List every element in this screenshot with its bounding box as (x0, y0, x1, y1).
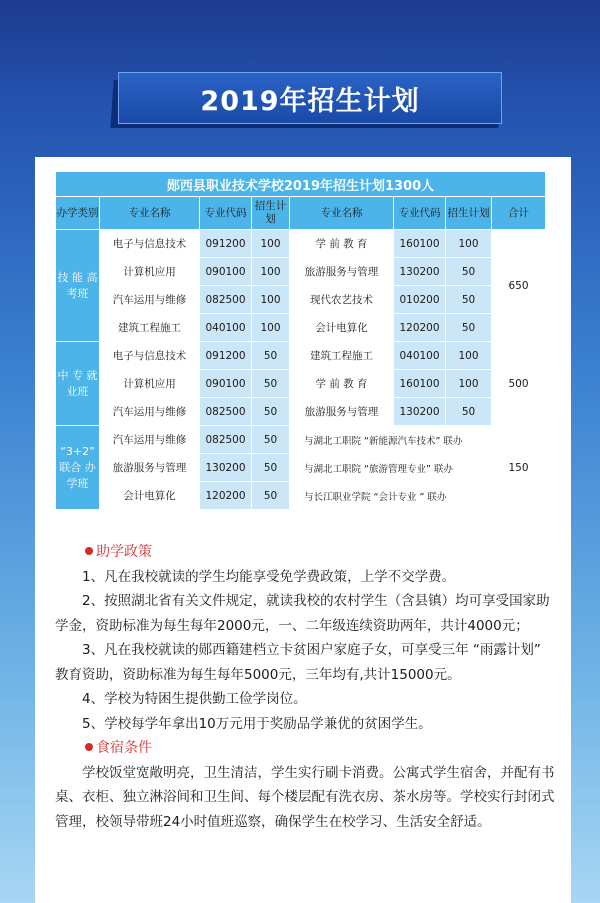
bullet-dot-icon (85, 743, 93, 751)
quota-cell: 100 (446, 342, 492, 370)
content-panel (35, 157, 571, 903)
total-cell: 650 (492, 230, 546, 342)
code-cell: 091200 (200, 342, 252, 370)
code-cell: 130200 (394, 258, 446, 286)
major-cell: 学 前 教 育 (290, 230, 394, 258)
header-major: 专业名称 (100, 197, 200, 230)
major-cell: 电子与信息技术 (100, 230, 200, 258)
header-quota: 招生计划 (252, 197, 290, 230)
quota-cell: 100 (252, 230, 290, 258)
total-cell: 500 (492, 342, 546, 426)
code-cell: 160100 (394, 370, 446, 398)
quota-cell: 50 (446, 398, 492, 426)
quota-cell: 50 (252, 342, 290, 370)
quota-cell: 50 (446, 314, 492, 342)
table-header-row (56, 197, 546, 230)
major-cell: 学 前 教 育 (290, 370, 394, 398)
quota-cell: 50 (446, 286, 492, 314)
code-cell: 091200 (200, 230, 252, 258)
major-cell: 计算机应用 (100, 370, 200, 398)
header-code-2: 专业代码 (394, 197, 446, 230)
policy-text-block (55, 540, 555, 834)
major-cell: 汽车运用与维修 (100, 286, 200, 314)
code-cell: 082500 (200, 426, 252, 454)
table-caption: 郧西县职业技术学校2019年招生计划1300人 (56, 172, 546, 197)
major-cell: 汽车运用与维修 (100, 426, 200, 454)
major-cell: 旅游服务与管理 (290, 258, 394, 286)
code-cell: 082500 (200, 286, 252, 314)
table-row (56, 454, 546, 482)
table-row (56, 286, 546, 314)
quota-cell: 50 (252, 398, 290, 426)
page-title: 2019年招生计划 (118, 72, 502, 124)
cooperation-cell: 与湖北工职院 “旅游管理专业” 联办 (290, 454, 492, 482)
code-cell: 090100 (200, 370, 252, 398)
quota-cell: 100 (252, 286, 290, 314)
table-row (56, 398, 546, 426)
boarding-text: 学校饭堂宽敞明亮，卫生清洁，学生实行刷卡消费。公寓式学生宿舍，并配有书桌、衣柜、独立淋浴间和卫生间、每个楼层配有洗衣房、茶水房等。学校实行封闭式管理，校领导带班24小时值班巡察，确保学生在校学习、生活安全舒适。 (55, 764, 555, 830)
cooperation-cell: 与长江职业学院 “会计专业 ” 联办 (290, 482, 492, 510)
bullet-dot-icon (85, 547, 93, 555)
code-cell: 160100 (394, 230, 446, 258)
major-cell: 汽车运用与维修 (100, 398, 200, 426)
aid-policy-item: 5、学校每学年拿出10万元用于奖励品学兼优的贫困学生。 (82, 715, 432, 732)
quota-cell: 100 (446, 370, 492, 398)
header-major-2: 专业名称 (290, 197, 394, 230)
major-cell: 会计电算化 (100, 482, 200, 510)
total-cell: 150 (492, 426, 546, 510)
major-cell: 计算机应用 (100, 258, 200, 286)
category-cell: 中 专 就业班 (56, 342, 100, 426)
table-row (56, 230, 546, 258)
aid-policy-item: 3、凡在我校就读的郧西籍建档立卡贫困户家庭子女，可享受三年 “雨露计划” 教育资助，资助标准为每生每年5000元，三年均有,共计15000元。 (55, 642, 541, 683)
major-cell: 建筑工程施工 (290, 342, 394, 370)
table-row (56, 258, 546, 286)
quota-cell: 50 (252, 482, 290, 510)
major-cell: 电子与信息技术 (100, 342, 200, 370)
major-cell: 会计电算化 (290, 314, 394, 342)
table-row (56, 314, 546, 342)
header-category: 办学类别 (56, 197, 100, 230)
major-cell: 旅游服务与管理 (100, 454, 200, 482)
header-quota-2: 招生计划 (446, 197, 492, 230)
aid-policy-item: 1、凡在我校就读的学生均能享受免学费政策，上学不交学费。 (82, 568, 456, 585)
major-cell: 建筑工程施工 (100, 314, 200, 342)
code-cell: 090100 (200, 258, 252, 286)
aid-policy-item: 4、学校为特困生提供勤工俭学岗位。 (82, 691, 307, 707)
major-cell: 现代农艺技术 (290, 286, 394, 314)
code-cell: 120200 (394, 314, 446, 342)
code-cell: 010200 (394, 286, 446, 314)
boarding-heading-label: 食宿条件 (96, 740, 152, 756)
code-cell: 130200 (394, 398, 446, 426)
quota-cell: 50 (252, 426, 290, 454)
quota-cell: 100 (252, 258, 290, 286)
code-cell: 040100 (394, 342, 446, 370)
quota-cell: 50 (446, 258, 492, 286)
code-cell: 120200 (200, 482, 252, 510)
header-code: 专业代码 (200, 197, 252, 230)
quota-cell: 100 (446, 230, 492, 258)
category-cell: 技 能 高考班 (56, 230, 100, 342)
code-cell: 040100 (200, 314, 252, 342)
aid-policy-item: 2、按照湖北省有关文件规定，就读我校的农村学生（含县镇）均可享受国家助学金，资助标准为每生每年2000元，一、二年级连续资助两年，共计4000元； (55, 593, 550, 634)
quota-cell: 50 (252, 370, 290, 398)
cooperation-cell: 与湖北工职院 “新能源汽车技术” 联办 (290, 426, 492, 454)
table-row (56, 426, 546, 454)
quota-cell: 100 (252, 314, 290, 342)
header-total: 合计 (492, 197, 546, 230)
quota-cell: 50 (252, 454, 290, 482)
code-cell: 082500 (200, 398, 252, 426)
table-row (56, 370, 546, 398)
major-cell: 旅游服务与管理 (290, 398, 394, 426)
table-row (56, 342, 546, 370)
aid-policy-heading (55, 540, 555, 565)
aid-policy-heading-label: 助学政策 (96, 544, 152, 560)
category-cell: “3+2” 联合 办学班 (56, 426, 100, 510)
table-row (56, 482, 546, 510)
code-cell: 130200 (200, 454, 252, 482)
enrollment-plan-table (55, 171, 546, 510)
boarding-heading (55, 736, 555, 761)
